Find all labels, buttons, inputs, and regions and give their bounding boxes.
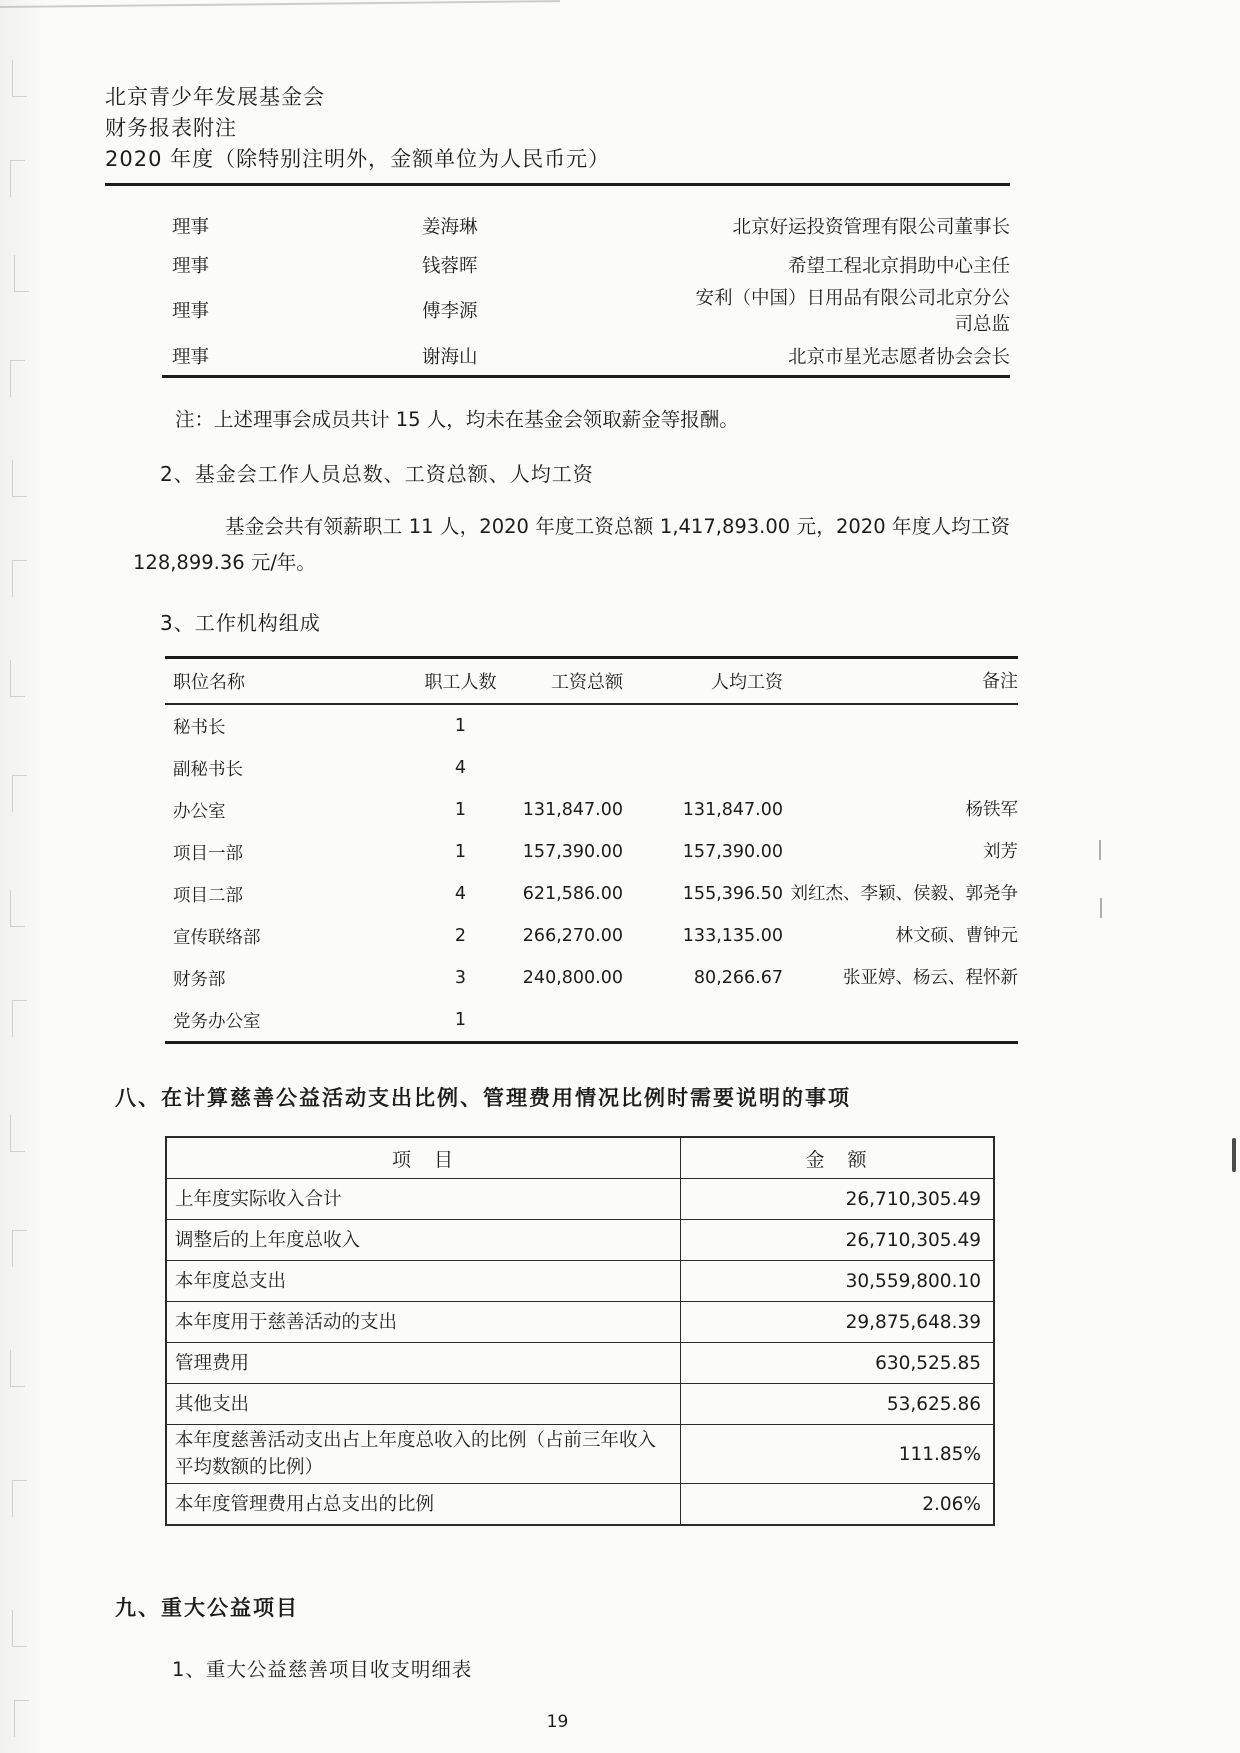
table-row (166, 1384, 994, 1425)
headcount-cell: 1 (454, 1010, 467, 1030)
table-row (162, 336, 1010, 377)
col-header-remark: 备注 (783, 658, 1018, 705)
headcount-cell: 1 (454, 716, 467, 736)
avg-salary-cell: 155,396.50 (682, 884, 783, 904)
scan-artifact (12, 1000, 27, 1037)
scan-artifact (12, 1610, 27, 1647)
period-line: 2020 年度（除特别注明外，金额单位为人民币元） (105, 147, 611, 171)
avg-salary-cell: 133,135.00 (682, 926, 783, 946)
scan-artifact (12, 560, 27, 597)
table-row (165, 747, 1018, 789)
director-role: 理事 (172, 346, 210, 368)
position-cell: 办公室 (173, 801, 226, 822)
director-name: 傅李源 (422, 301, 478, 322)
director-name: 谢海山 (422, 346, 478, 368)
section9-heading: 九、重大公益项目 (115, 1596, 299, 1620)
table-row (166, 1302, 994, 1343)
avg-salary-cell (623, 999, 783, 1043)
total-salary-cell: 157,390.00 (522, 842, 623, 862)
directors-note: 注：上述理事会成员共计 15 人，均未在基金会领取薪金等报酬。 (175, 408, 739, 431)
total-salary-cell: 131,847.00 (522, 800, 623, 820)
scan-artifact (10, 360, 25, 397)
section2-heading: 2、基金会工作人员总数、工资总额、人均工资 (160, 462, 594, 486)
headcount-cell: 4 (454, 884, 467, 904)
director-position: 北京市星光志愿者协会会长 (787, 346, 1010, 368)
col-header-avg-salary: 人均工资 (623, 658, 783, 705)
col-header-amount: 金 额 (681, 1137, 995, 1179)
amount-cell: 53,625.86 (681, 1384, 995, 1425)
remark-cell: 刘芳 (983, 841, 1018, 862)
scan-artifact (10, 660, 25, 697)
director-name: 钱蓉晖 (422, 255, 478, 277)
table-row (166, 1179, 994, 1220)
position-cell: 副秘书长 (173, 759, 243, 780)
expense-ratio-table (165, 1136, 995, 1526)
doc-title: 财务报表附注 (105, 116, 237, 140)
scan-artifact (12, 60, 27, 97)
page-number: 19 (546, 1712, 569, 1732)
scan-artifact (1099, 840, 1101, 860)
table-row (166, 1425, 994, 1484)
table-row (166, 1261, 994, 1302)
table-row (162, 206, 1010, 245)
headcount-cell: 1 (454, 842, 467, 862)
item-cell: 上年度实际收入合计 (166, 1179, 681, 1220)
scan-artifact (1100, 898, 1102, 918)
item-cell: 本年度慈善活动支出占上年度总收入的比例（占前三年收入平均数额的比例） (166, 1425, 681, 1484)
table-row (166, 1343, 994, 1384)
director-position: 安利（中国）日用品有限公司北京分公司总监 (695, 288, 1010, 335)
table-header-row (166, 1137, 994, 1179)
position-cell: 秘书长 (173, 717, 226, 738)
director-role: 理事 (172, 255, 210, 277)
avg-salary-cell: 157,390.00 (682, 842, 783, 862)
position-cell: 项目二部 (173, 885, 243, 906)
remark-cell: 张亚婷、杨云、程怀新 (843, 967, 1018, 988)
scan-artifact (14, 1700, 29, 1737)
director-position: 希望工程北京捐助中心主任 (787, 255, 1010, 277)
amount-cell: 26,710,305.49 (681, 1179, 995, 1220)
amount-cell: 29,875,648.39 (681, 1302, 995, 1343)
scan-artifact (14, 255, 29, 292)
item-cell: 本年度管理费用占总支出的比例 (166, 1484, 681, 1526)
scan-artifact (10, 1350, 25, 1387)
section8-heading: 八、在计算慈善公益活动支出比例、管理费用情况比例时需要说明的事项 (115, 1086, 851, 1110)
avg-salary-cell: 80,266.67 (693, 968, 783, 988)
headcount-cell: 4 (454, 758, 467, 778)
col-header-item: 项 目 (166, 1137, 681, 1179)
amount-cell: 30,559,800.10 (681, 1261, 995, 1302)
item-cell: 管理费用 (166, 1343, 681, 1384)
total-salary-cell (518, 747, 623, 789)
remark-cell: 林文硕、曹钟元 (895, 925, 1018, 946)
total-salary-cell: 266,270.00 (522, 926, 623, 946)
table-row (165, 873, 1018, 915)
amount-cell: 2.06% (681, 1484, 995, 1526)
scan-artifact (10, 1115, 25, 1152)
col-header-total-salary: 工资总额 (518, 658, 623, 705)
scan-artifact (10, 890, 25, 927)
amount-cell: 111.85% (681, 1425, 995, 1484)
table-header-row (165, 658, 1018, 705)
item-cell: 本年度总支出 (166, 1261, 681, 1302)
scan-artifact (12, 460, 27, 497)
remark-cell (783, 999, 1018, 1043)
item-cell: 其他支出 (166, 1384, 681, 1425)
document-header (105, 82, 1010, 175)
total-salary-cell (518, 999, 623, 1043)
table-row (165, 704, 1018, 747)
headcount-cell: 2 (454, 926, 467, 946)
table-row (166, 1484, 994, 1526)
headcount-cell: 1 (454, 800, 467, 820)
position-cell: 项目一部 (173, 843, 243, 864)
total-salary-cell (518, 704, 623, 747)
table-row (165, 957, 1018, 999)
section3-heading: 3、工作机构组成 (160, 611, 321, 635)
director-role: 理事 (172, 301, 210, 322)
table-row (165, 999, 1018, 1043)
headcount-cell: 3 (454, 968, 467, 988)
director-role: 理事 (172, 216, 210, 238)
table-row (165, 831, 1018, 873)
col-header-position: 职位名称 (165, 658, 403, 705)
table-row (162, 245, 1010, 284)
scan-artifact (12, 1230, 27, 1267)
table-row (166, 1220, 994, 1261)
position-cell: 宣传联络部 (173, 927, 261, 948)
scan-artifact (12, 1480, 27, 1517)
director-position: 北京好运投资管理有限公司董事长 (732, 216, 1010, 238)
item-cell: 调整后的上年度总收入 (166, 1220, 681, 1261)
position-cell: 财务部 (173, 969, 226, 990)
avg-salary-cell (623, 704, 783, 747)
org-name: 北京青少年发展基金会 (105, 85, 325, 109)
section2-paragraph: 基金会共有领薪职工 11 人，2020 年度工资总额 1,417,893.00 元，2020 年度人均工资 128,899.36 元/年。 (133, 515, 1010, 574)
item-cell: 本年度用于慈善活动的支出 (166, 1302, 681, 1343)
scan-artifact (12, 775, 27, 812)
table-row (162, 284, 1010, 336)
scan-artifact (0, 0, 560, 8)
amount-cell: 26,710,305.49 (681, 1220, 995, 1261)
remark-cell (783, 704, 1018, 747)
remark-cell: 杨铁军 (965, 799, 1018, 820)
col-header-headcount: 职工人数 (403, 658, 518, 705)
scan-artifact (10, 160, 25, 197)
avg-salary-cell (623, 747, 783, 789)
position-cell: 党务办公室 (173, 1011, 261, 1032)
table-row (165, 789, 1018, 831)
total-salary-cell: 240,800.00 (522, 968, 623, 988)
section9-item1: 1、重大公益慈善项目收支明细表 (172, 1658, 473, 1681)
table-row (165, 915, 1018, 957)
amount-cell: 630,525.85 (681, 1343, 995, 1384)
director-name: 姜海琳 (422, 216, 478, 238)
avg-salary-cell: 131,847.00 (682, 800, 783, 820)
header-rule (105, 183, 1010, 186)
staff-structure-table (165, 656, 1018, 1044)
remark-cell (783, 747, 1018, 789)
remark-cell: 刘红杰、李颖、侯毅、郭尧争 (790, 883, 1018, 904)
directors-table (162, 206, 1010, 378)
total-salary-cell: 621,586.00 (522, 884, 623, 904)
scan-artifact (1232, 1138, 1236, 1172)
